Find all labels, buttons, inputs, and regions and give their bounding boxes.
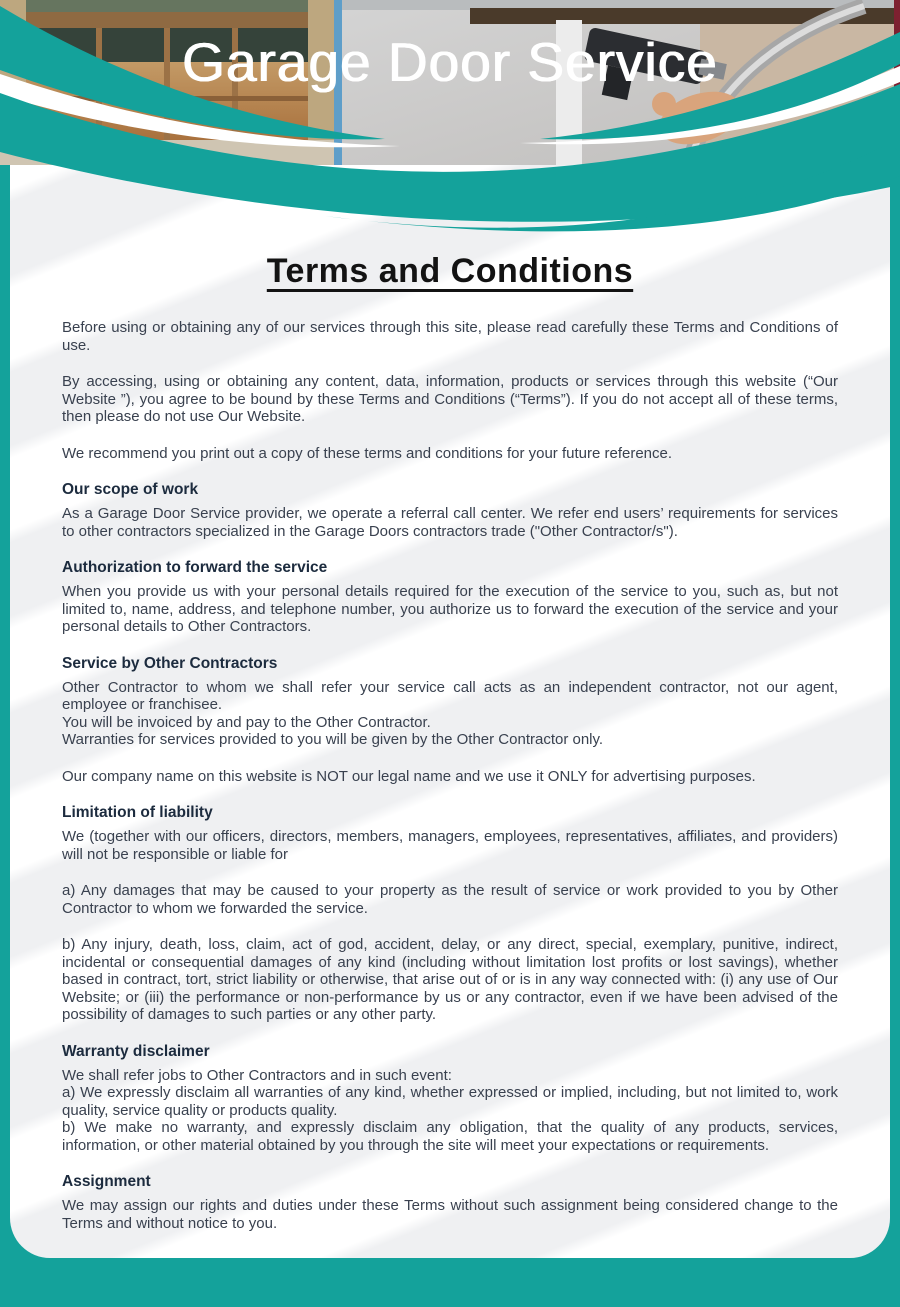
warranty-line: b) We make no warranty, and expressly disclaim any obligation, that the quality of any products, services, information, or other material obtained by you through the site will meet your expectations or requirements.: [62, 1119, 838, 1154]
terms-content: [10, 118, 890, 1232]
service-by-other-contractors-lines: [62, 679, 838, 749]
acceptance-paragraph: By accessing, using or obtaining any content, data, information, products or services through this website (“Our Website ”), you agree to be bound by these Terms and Conditions (“Terms”). If you do not accept all of these terms, then please do not use Our Website.: [62, 373, 838, 425]
service-line: Warranties for services provided to you will be given by the Other Contractor only.: [62, 731, 604, 748]
page-header: [0, 0, 900, 245]
section-heading-assignment: Assignment: [62, 1173, 151, 1190]
company-name-paragraph: Our company name on this website is NOT our legal name and we use it ONLY for advertising purposes.: [62, 767, 756, 785]
section-heading-our-scope-of-work: Our scope of work: [62, 481, 199, 498]
scope-of-work-paragraph: As a Garage Door Service provider, we operate a referral call center. We refer end users’ requirements for services to other contractors specialized in the Garage Doors contractors trade ("Other Contractor/s").: [62, 505, 838, 540]
page-title: Terms and Conditions: [266, 252, 634, 290]
service-line: You will be invoiced by and pay to the Other Contractor.: [62, 713, 431, 731]
liability-intro-paragraph: We (together with our officers, directors, members, managers, employees, representatives, affiliates, and providers) will not be responsible or liable for: [62, 828, 838, 863]
section-heading-limitation-of-liability: Limitation of liability: [62, 804, 213, 821]
warranty-disclaimer-lines: [62, 1067, 838, 1155]
liability-item-a-paragraph: a) Any damages that may be caused to your property as the result of service or work provided to you by Other Contractor to whom we forwarded the service.: [62, 882, 838, 917]
liability-item-b-paragraph: b) Any injury, death, loss, claim, act of god, accident, delay, or any direct, special, exemplary, punitive, indirect, incidental or consequential damages of any kind (including without limitation lost profits or lost savings), whether based in contract, tort, strict liability or otherwise, that arise out of or is in any way connected with: (i) any use of Our Website; or (iii) the performance or non-performance by us or any contractor, even if we have been advised of the possibility of damages to such parties or any other party.: [62, 936, 838, 1023]
section-heading-warranty-disclaimer: Warranty disclaimer: [62, 1042, 210, 1060]
intro-paragraph: Before using or obtaining any of our services through this site, please read carefully these Terms and Conditions of use.: [62, 319, 838, 354]
warranty-line: a) We expressly disclaim all warranties of any kind, whether expressed or implied, including, but not limited to, work quality, service quality or products quality.: [62, 1084, 838, 1119]
content-card: [10, 118, 890, 1258]
warranty-line: We shall refer jobs to Other Contractors and in such event:: [62, 1066, 452, 1084]
authorization-paragraph: When you provide us with your personal details required for the execution of the service to you, such as, but not limited to, name, address, and telephone number, you authorize us to forward the execution of the service and your personal details to Other Contractors.: [62, 583, 838, 635]
assignment-paragraph: We may assign our rights and duties under these Terms without such assignment being considered change to the Terms and without notice to you.: [62, 1197, 838, 1232]
service-line: Other Contractor to whom we shall refer your service call acts as an independent contractor, not our agent, employee or franchisee.: [62, 678, 838, 713]
section-heading-authorization: Authorization to forward the service: [62, 559, 328, 576]
site-title: Garage Door Service: [182, 31, 718, 93]
print-recommendation-paragraph: We recommend you print out a copy of these terms and conditions for your future reference.: [62, 444, 673, 462]
section-heading-service-by-other-contractors: Service by Other Contractors: [62, 654, 278, 672]
